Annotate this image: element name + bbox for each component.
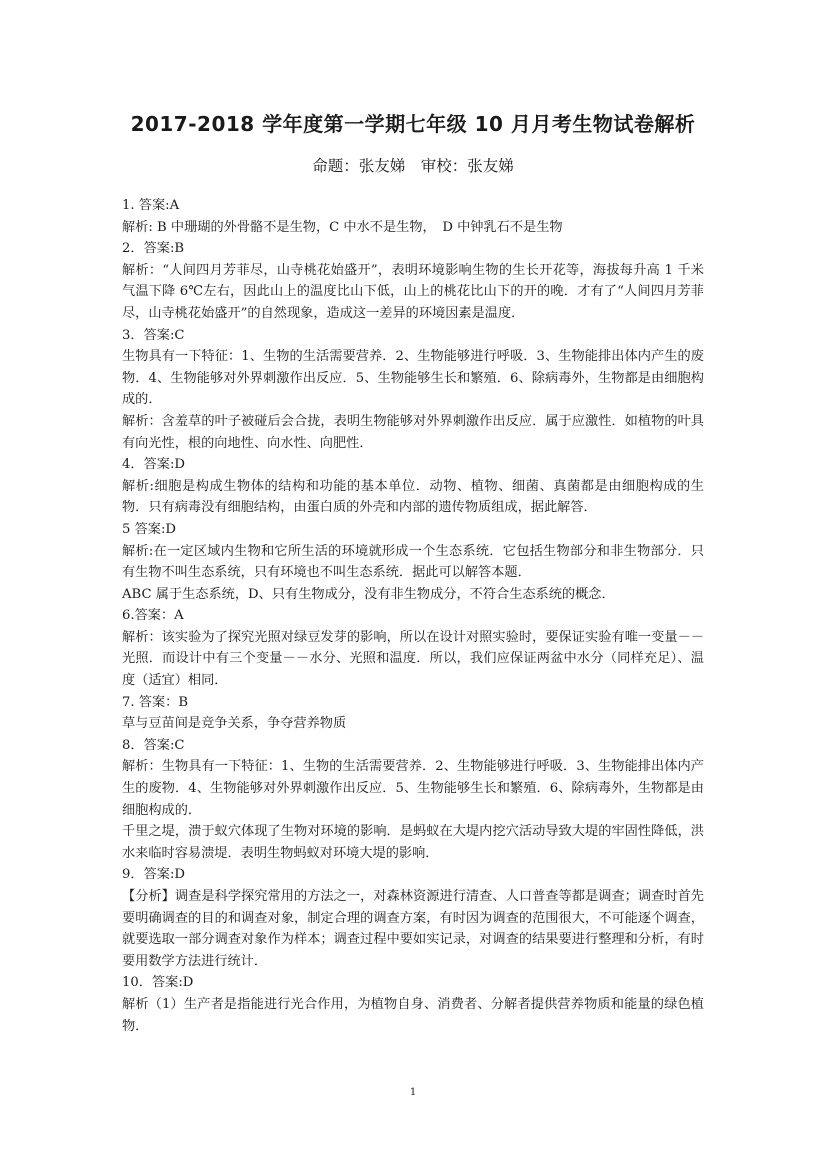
analysis-paragraph: 千里之堤，溃于蚁穴体现了生物对环境的影响．是蚂蚁在大堤内挖穴活动导致大堤的牢固性降低，洪水来临时容易溃堤．表明生物蚂蚁对环境大堤的影响． <box>122 824 704 861</box>
analysis-paragraph: 解析：生物具有一下特征：1、生物的生活需要营养．2、生物能够进行呼吸．3、生物能排出体内产生的废物．4、生物能够对外界刺激作出反应．5、生物能够生长和繁殖．6、除病毒外，生物都是由细胞构成的． <box>122 759 704 818</box>
analysis-paragraph: 生物具有一下特征：1、生物的生活需要营养．2、生物能够进行呼吸．3、生物能排出体内产生的废物．4、生物能够对外界刺激作出反应．5、生物能够生长和繁殖．6、除病毒外，生物都是由细胞构成的． <box>122 349 704 408</box>
answer-line: 4．答案:D <box>122 457 185 473</box>
analysis-paragraph: 解析：含羞草的叶子被碰后会合拢，表明生物能够对外界刺激作出反应．属于应激性．如植物的叶具有向光性，根的向地性、向水性、向肥性． <box>122 413 704 451</box>
answer-line: 5 答案:D <box>122 521 176 537</box>
answer-line: 1. 答案:A <box>122 198 180 213</box>
answer-line: 8．答案:C <box>122 737 185 753</box>
analysis-paragraph: 【分析】调查是科学探究常用的方法之一，对森林资源进行清查、人口普查等都是调查；调查时首先要明确调查的目的和调查对象，制定合理的调查方案，有时因为调查的范围很大，不可能逐个调查，就要选取一部分调查对象作为样本；调查过程中要如实记录，对调查的结果要进行整理和分析，有时要用数学方法进行统计． <box>122 889 704 969</box>
analysis-paragraph: 解析:细胞是构成生物体的结构和功能的基本单位．动物、植物、细菌、真菌都是由细胞构成的生物．只有病毒没有细胞结构，由蛋白质的外壳和内部的遗传物质组成，据此解答． <box>122 478 704 516</box>
document-title: 2017-2018 学年度第一学期七年级 10 月月考生物试卷解析 <box>130 112 696 136</box>
analysis-paragraph: 草与豆苗间是竞争关系，争夺营养物质 <box>122 716 347 732</box>
page-number: 1 <box>409 1087 417 1098</box>
answer-line: 3．答案:C <box>122 327 185 343</box>
answer-line: 7. 答案：B <box>122 694 189 710</box>
document-subtitle: 命题：张友娣 审校：张友娣 <box>312 157 514 175</box>
answer-line: 2．答案:B <box>122 241 185 257</box>
answer-line: 10．答案:D <box>122 975 194 991</box>
answer-line: 9．答案:D <box>122 867 185 883</box>
answer-analysis-body <box>122 195 704 1037</box>
analysis-paragraph: 解析:在一定区域内生物和它所生活的环境就形成一个生态系统．它包括生物部分和非生物部分．只有生物不叫生态系统，只有环境也不叫生态系统．据此可以解答本题． <box>122 543 704 581</box>
analysis-paragraph: ABC 属于生态系统，D、只有生物成分，没有非生物成分，不符合生态系统的概念． <box>122 586 615 602</box>
analysis-paragraph: 解析：该实验为了探究光照对绿豆发芽的影响，所以在设计对照实验时，要保证实验有唯一变量－－光照．而设计中有三个变量－－水分、光照和温度．所以，我们应保证两盆中水分（同样充足）、温度（适宜）相同． <box>122 629 704 689</box>
analysis-paragraph: 解析（1）生产者是指能进行光合作用，为植物自身、消费者、分解者提供营养物质和能量的绿色植物． <box>122 996 704 1034</box>
answer-line: 6.答案：A <box>122 608 184 624</box>
analysis-paragraph: 解析：“人间四月芳菲尽，山寺桃花始盛开”，表明环境影响生物的生长开花等，海拔每升高 1 千米气温下降 6℃左右，因此山上的温度比山下低，山上的桃花比山下的开的晚．才有了“人间四月芳菲尽，山寺桃花始盛开”的自然现象，造成这一差异的环境因素是温度． <box>122 262 704 321</box>
analysis-paragraph: 解析: B 中珊瑚的外骨骼不是生物，C 中水不是生物， D 中钟乳石不是生物 <box>122 219 563 235</box>
